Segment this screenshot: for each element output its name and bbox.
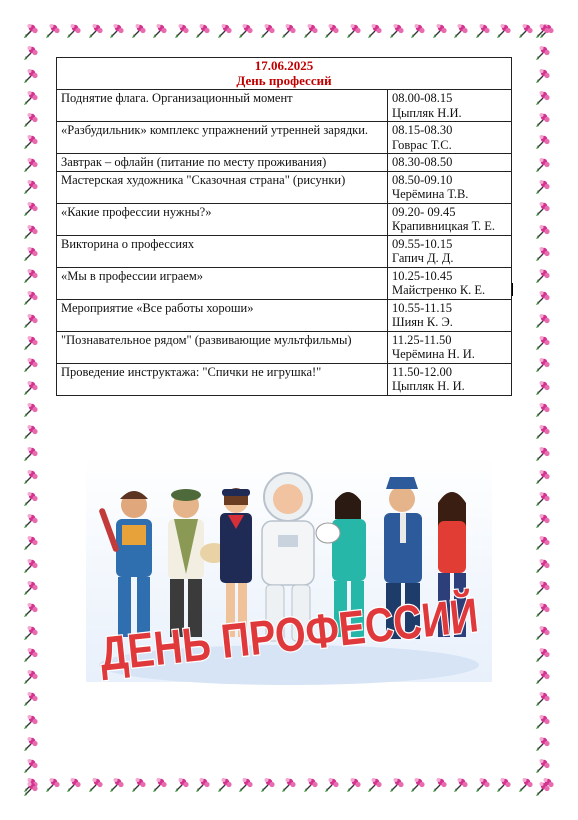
time-cell[interactable] <box>388 331 512 363</box>
flower-border-icon <box>534 668 552 686</box>
time-cell[interactable] <box>388 267 512 299</box>
time-text: 08.15-08.30 <box>392 123 453 137</box>
flower-border-icon <box>534 557 552 575</box>
time-text: 09.55-10.15 <box>392 236 453 251</box>
flower-border-icon <box>151 776 169 794</box>
flower-border-icon <box>22 668 40 686</box>
activity-cell[interactable]: Викторина о профессиях <box>57 235 388 267</box>
flower-border-icon <box>534 490 552 508</box>
flower-border-icon <box>44 776 62 794</box>
schedule-title: День профессий <box>236 72 332 88</box>
flower-border-icon <box>534 713 552 731</box>
flower-border-icon <box>534 646 552 664</box>
flower-border-icon <box>323 22 341 40</box>
schedule-row <box>57 171 512 203</box>
activity-cell[interactable]: Завтрак – офлайн (питание по месту проживания) <box>57 154 388 172</box>
flower-border-icon <box>22 44 40 62</box>
time-text: 11.25-11.50 <box>392 332 452 347</box>
flower-border-icon <box>345 776 363 794</box>
flower-border-icon <box>534 245 552 263</box>
time-cell[interactable] <box>388 154 512 172</box>
page-border-bottom <box>22 776 556 798</box>
flower-border-icon <box>22 379 40 397</box>
schedule-header-row <box>57 58 512 90</box>
flower-border-icon <box>534 133 552 151</box>
flower-border-icon <box>534 690 552 708</box>
time-text: 10.25-10.45 <box>392 268 453 283</box>
time-cell[interactable] <box>388 203 512 235</box>
flower-border-icon <box>495 776 513 794</box>
flower-border-icon <box>534 445 552 463</box>
activity-cell[interactable]: Мероприятие «Все работы хороши» <box>57 299 388 331</box>
time-cell[interactable] <box>388 171 512 203</box>
flower-border-icon <box>22 312 40 330</box>
flower-border-icon <box>108 22 126 40</box>
flower-border-icon <box>216 22 234 40</box>
time-cell[interactable] <box>388 299 512 331</box>
flower-border-icon <box>302 22 320 40</box>
activity-cell[interactable]: "Познавательное рядом" (развивающие мультфильмы) <box>57 331 388 363</box>
person-text: Говрас Т.С. <box>392 137 452 152</box>
flower-border-icon <box>517 22 535 40</box>
flower-border-icon <box>22 468 40 486</box>
schedule-document <box>56 57 511 396</box>
flower-border-icon <box>534 379 552 397</box>
flower-border-icon <box>194 22 212 40</box>
flower-border-icon <box>534 22 552 40</box>
flower-border-icon <box>22 267 40 285</box>
flower-border-icon <box>534 223 552 241</box>
flower-border-icon <box>409 776 427 794</box>
flower-border-icon <box>65 776 83 794</box>
flower-border-icon <box>173 22 191 40</box>
person-text: Шиян К. Э. <box>392 315 453 329</box>
person-text: Черёмина Н. И. <box>392 347 475 361</box>
flower-border-icon <box>534 735 552 753</box>
text-cursor <box>512 283 513 296</box>
flower-border-icon <box>22 356 40 374</box>
activity-cell[interactable]: Проведение инструктажа: "Спички не игрушка!" <box>57 363 388 395</box>
flower-border-icon <box>22 690 40 708</box>
activity-cell[interactable]: Поднятие флага. Организационный момент <box>57 90 388 122</box>
flower-border-icon <box>388 776 406 794</box>
time-text: 08.30-08.50 <box>392 155 453 169</box>
person-text: Цыпляк Н.И. <box>392 105 462 120</box>
flower-border-icon <box>194 776 212 794</box>
flower-border-icon <box>22 22 40 40</box>
flower-border-icon <box>534 780 552 798</box>
flower-border-icon <box>452 22 470 40</box>
time-text: 08.00-08.15 <box>392 91 453 105</box>
flower-border-icon <box>130 22 148 40</box>
schedule-row <box>57 235 512 267</box>
flower-border-icon <box>534 534 552 552</box>
time-text: 10.55-11.15 <box>392 300 452 315</box>
flower-border-icon <box>259 22 277 40</box>
banner-image <box>86 455 564 682</box>
flower-border-icon <box>534 601 552 619</box>
flower-border-icon <box>87 22 105 40</box>
schedule-date: 17.06.2025 <box>254 58 314 73</box>
flower-border-icon <box>22 200 40 218</box>
person-text: Майстренко К. Е. <box>392 283 486 297</box>
flower-border-icon <box>22 178 40 196</box>
schedule-row <box>57 122 512 154</box>
time-cell[interactable] <box>388 363 512 395</box>
time-text: 08.50-09.10 <box>392 172 453 187</box>
activity-cell[interactable]: «Разбудильник» комплекс упражнений утренней зарядки. <box>57 122 388 154</box>
flower-border-icon <box>534 111 552 129</box>
flower-border-icon <box>22 534 40 552</box>
activity-cell[interactable]: «Мы в профессии играем» <box>57 267 388 299</box>
banner-title: ДЕНЬ ПРОФЕССИЙ <box>97 580 564 682</box>
flower-border-icon <box>534 468 552 486</box>
flower-border-icon <box>534 423 552 441</box>
flower-border-icon <box>534 579 552 597</box>
person-text: Цыпляк Н. И. <box>392 379 465 393</box>
flower-border-icon <box>237 776 255 794</box>
flower-border-icon <box>534 624 552 642</box>
time-cell[interactable] <box>388 122 512 154</box>
flower-border-icon <box>534 512 552 530</box>
flower-border-icon <box>323 776 341 794</box>
schedule-row <box>57 363 512 395</box>
activity-cell[interactable]: «Какие профессии нужны?» <box>57 203 388 235</box>
schedule-row <box>57 203 512 235</box>
flower-border-icon <box>22 601 40 619</box>
flower-border-icon <box>22 223 40 241</box>
flower-border-icon <box>495 22 513 40</box>
flower-border-icon <box>534 267 552 285</box>
flower-border-icon <box>534 401 552 419</box>
flower-border-icon <box>22 156 40 174</box>
flower-border-icon <box>22 490 40 508</box>
flower-border-icon <box>22 445 40 463</box>
flower-border-icon <box>534 334 552 352</box>
flower-border-icon <box>22 245 40 263</box>
flower-border-icon <box>534 156 552 174</box>
flower-border-icon <box>366 22 384 40</box>
flower-border-icon <box>452 776 470 794</box>
flower-border-icon <box>366 776 384 794</box>
flower-border-icon <box>280 776 298 794</box>
schedule-row <box>57 90 512 122</box>
flower-border-icon <box>534 178 552 196</box>
time-text: 11.50-12.00 <box>392 364 452 379</box>
flower-border-icon <box>409 22 427 40</box>
flower-border-icon <box>474 776 492 794</box>
activity-cell[interactable]: Мастерская художника "Сказочная страна" (рисунки) <box>57 171 388 203</box>
flower-border-icon <box>534 312 552 330</box>
flower-border-icon <box>237 22 255 40</box>
page-border-top <box>22 22 556 44</box>
flower-border-icon <box>534 289 552 307</box>
flower-border-icon <box>22 289 40 307</box>
flower-border-icon <box>259 776 277 794</box>
flower-border-icon <box>431 22 449 40</box>
person-text: Черёмина Т.В. <box>392 187 469 201</box>
flower-border-icon <box>534 200 552 218</box>
flower-border-icon <box>22 334 40 352</box>
flower-border-icon <box>87 776 105 794</box>
person-text: Гапич Д. Д. <box>392 251 454 265</box>
schedule-header[interactable] <box>57 58 512 90</box>
flower-border-icon <box>22 735 40 753</box>
flower-border-icon <box>22 646 40 664</box>
person-text: Крапивницкая Т. Е. <box>392 219 496 233</box>
flower-border-icon <box>22 401 40 419</box>
flower-border-icon <box>216 776 234 794</box>
flower-border-icon <box>108 776 126 794</box>
flower-border-icon <box>22 111 40 129</box>
time-cell[interactable] <box>388 235 512 267</box>
schedule-table <box>56 57 512 396</box>
flower-border-icon <box>534 757 552 775</box>
flower-border-icon <box>534 44 552 62</box>
flower-border-icon <box>22 780 40 798</box>
flower-border-icon <box>22 579 40 597</box>
flower-border-icon <box>173 776 191 794</box>
flower-border-icon <box>151 22 169 40</box>
flower-border-icon <box>431 776 449 794</box>
flower-border-icon <box>517 776 535 794</box>
flower-border-icon <box>130 776 148 794</box>
flower-border-icon <box>302 776 320 794</box>
schedule-row <box>57 299 512 331</box>
flower-border-icon <box>388 22 406 40</box>
time-text: 09.20- 09.45 <box>392 204 456 219</box>
schedule-row <box>57 267 512 299</box>
flower-border-icon <box>534 89 552 107</box>
flower-border-icon <box>22 67 40 85</box>
flower-border-icon <box>22 512 40 530</box>
schedule-row <box>57 154 512 172</box>
flower-border-icon <box>22 624 40 642</box>
page-border-left <box>22 22 44 798</box>
flower-border-icon <box>44 22 62 40</box>
flower-border-icon <box>22 557 40 575</box>
flower-border-icon <box>22 133 40 151</box>
flower-border-icon <box>22 713 40 731</box>
flower-border-icon <box>474 22 492 40</box>
page-border-right <box>534 22 556 798</box>
flower-border-icon <box>22 89 40 107</box>
flower-border-icon <box>534 67 552 85</box>
flower-border-icon <box>534 356 552 374</box>
flower-border-icon <box>22 423 40 441</box>
flower-border-icon <box>345 22 363 40</box>
time-cell[interactable] <box>388 90 512 122</box>
flower-border-icon <box>22 757 40 775</box>
schedule-row <box>57 331 512 363</box>
flower-border-icon <box>280 22 298 40</box>
flower-border-icon <box>65 22 83 40</box>
